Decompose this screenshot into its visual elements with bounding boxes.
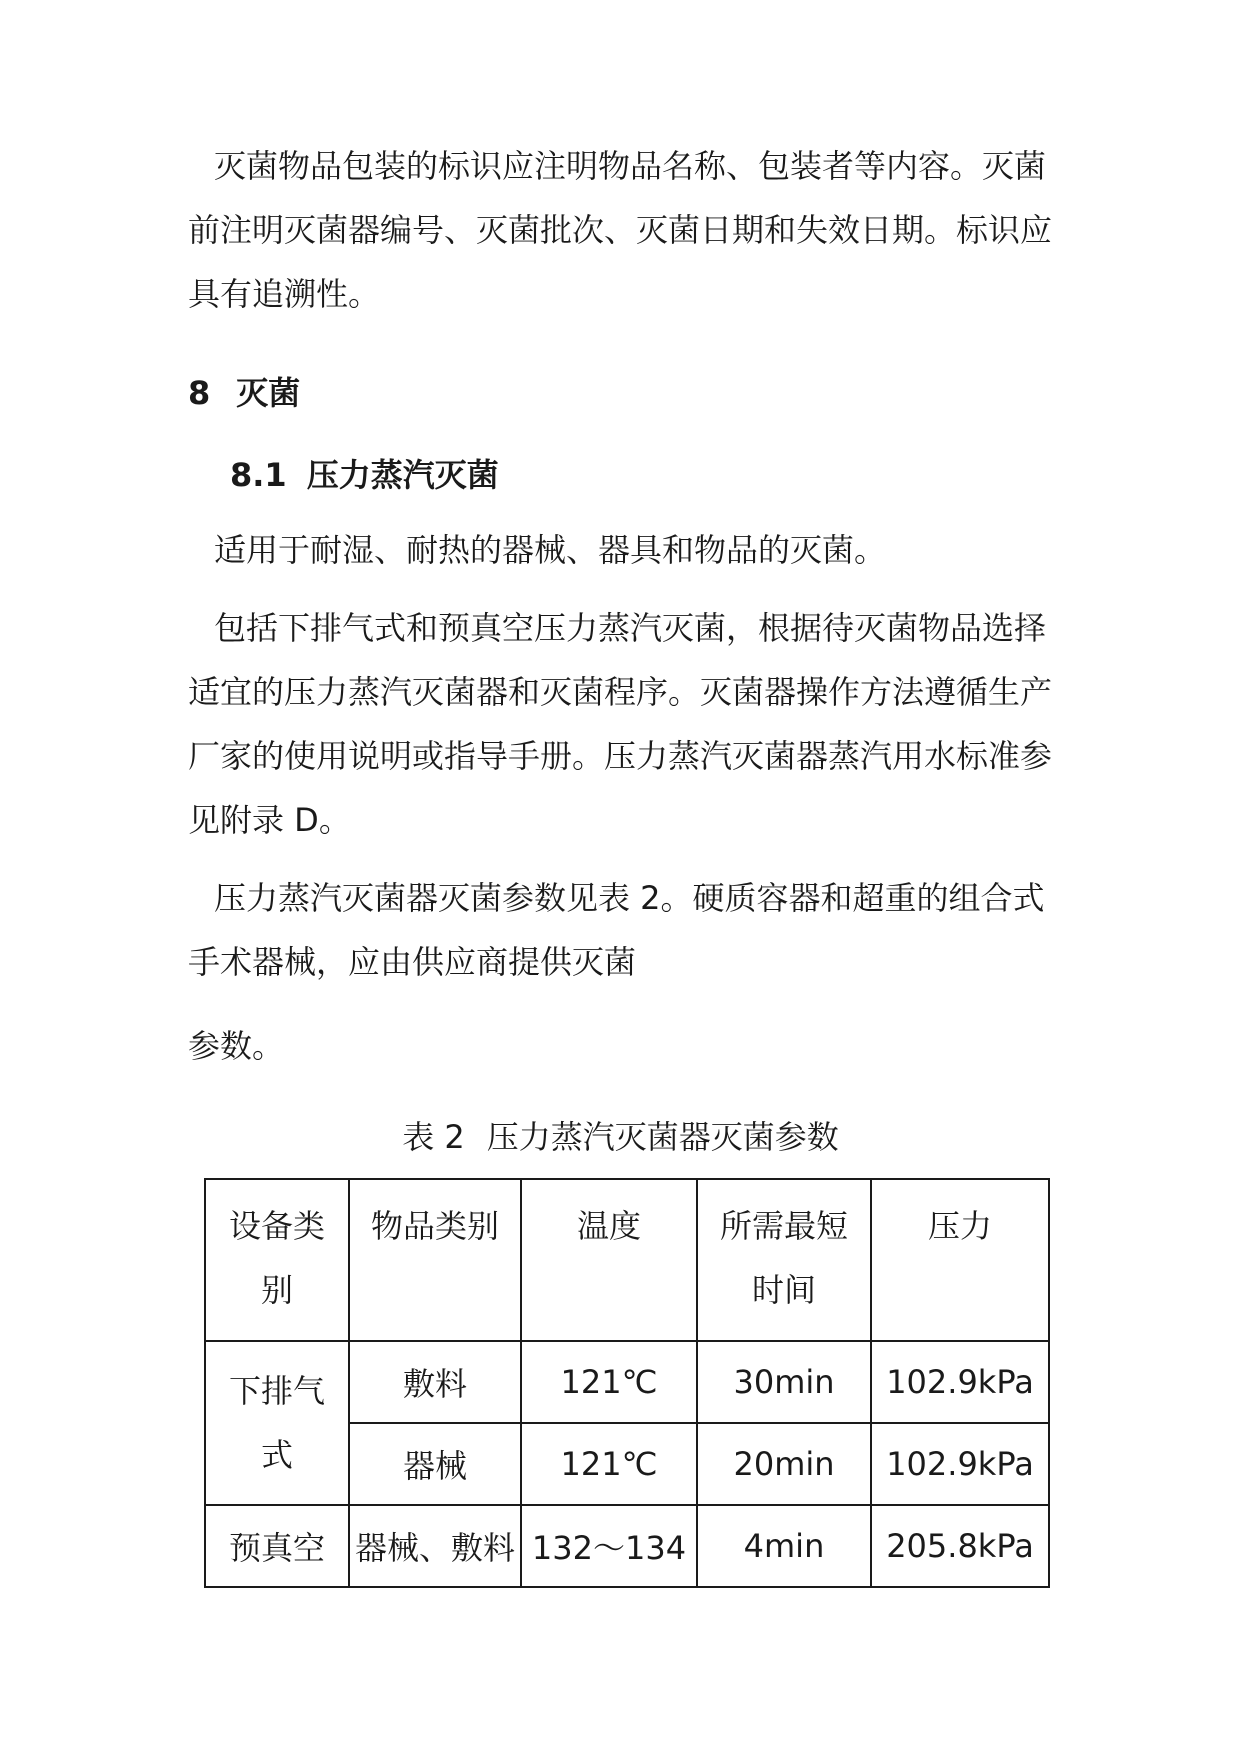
cell-item: 器械、敷料 xyxy=(349,1505,521,1587)
header-cell-device: 设备类别 xyxy=(205,1179,349,1341)
table-caption-title: 压力蒸汽灭菌器灭菌参数 xyxy=(486,1118,839,1156)
sterilization-parameters-table xyxy=(204,1178,1050,1588)
header-cell-time: 所需最短时间 xyxy=(697,1179,871,1341)
cell-pressure: 102.9kPa xyxy=(871,1341,1049,1423)
paragraph-parameters-reference: 压力蒸汽灭菌器灭菌参数见表 2。硬质容器和超重的组合式手术器械，应由供应商提供灭菌 xyxy=(188,879,1045,981)
cell-temperature: 132～134 xyxy=(521,1505,697,1587)
cell-item: 器械 xyxy=(349,1423,521,1505)
section-number: 8 xyxy=(188,374,211,412)
cell-pressure: 102.9kPa xyxy=(871,1423,1049,1505)
subsection-heading-steam xyxy=(230,450,499,500)
section-heading-sterilization xyxy=(188,368,300,418)
paragraph-parameters-continued: 参数。 xyxy=(188,1027,285,1065)
header-cell-item: 物品类别 xyxy=(349,1179,521,1341)
cell-temperature: 121℃ xyxy=(521,1341,697,1423)
subsection-title: 压力蒸汽灭菌 xyxy=(306,456,499,494)
paragraph-applicability: 适用于耐湿、耐热的器械、器具和物品的灭菌。 xyxy=(214,531,887,569)
header-cell-temperature: 温度 xyxy=(521,1179,697,1341)
subsection-number: 8.1 xyxy=(230,456,287,494)
header-cell-pressure: 压力 xyxy=(871,1179,1049,1341)
cell-device-prevacuum: 预真空 xyxy=(205,1505,349,1587)
cell-pressure: 205.8kPa xyxy=(871,1505,1049,1587)
cell-time: 20min xyxy=(697,1423,871,1505)
cell-time: 4min xyxy=(697,1505,871,1587)
cell-item: 敷料 xyxy=(349,1341,521,1423)
table-row xyxy=(205,1505,1049,1587)
table-header-row xyxy=(205,1179,1049,1341)
paragraph-labeling: 灭菌物品包装的标识应注明物品名称、包装者等内容。灭菌前注明灭菌器编号、灭菌批次、灭菌日期和失效日期。标识应具有追溯性。 xyxy=(188,147,1053,313)
cell-device-downward: 下排气式 xyxy=(205,1341,349,1505)
table-caption xyxy=(0,1112,1241,1162)
section-title: 灭菌 xyxy=(236,374,301,412)
cell-time: 30min xyxy=(697,1341,871,1423)
table-row xyxy=(205,1341,1049,1423)
table-caption-number: 表 2 xyxy=(402,1118,465,1156)
paragraph-methods: 包括下排气式和预真空压力蒸汽灭菌，根据待灭菌物品选择适宜的压力蒸汽灭菌器和灭菌程序。灭菌器操作方法遵循生产厂家的使用说明或指导手册。压力蒸汽灭菌器蒸汽用水标准参见附录 D。 xyxy=(188,609,1053,839)
cell-temperature: 121℃ xyxy=(521,1423,697,1505)
